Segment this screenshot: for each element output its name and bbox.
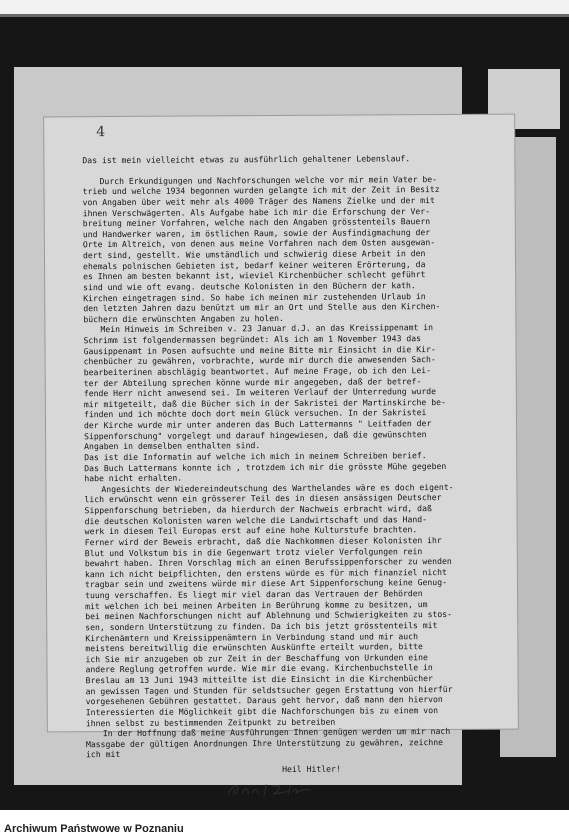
text-line: sind und wie oft evang. deutsche Kolonisten in den Büchern der kath. [83,280,416,293]
text-line: tuung verschaffen. Es liegt mir viel daran das Vertrauen der Behörden [85,588,423,601]
text-line: Massgabe der gültigen Anordnungen Ihre Unterstützung zu gewähren, zeichne [85,736,444,749]
letter-heading: Das ist mein vielleicht etwas zu ausführlich gehaltener Lebenslauf. [82,153,411,166]
text-line: ihnen Verschwägerten. Als Aufgabe habe ich mir die Erforschung der Ver- [82,205,431,218]
text-line: mir mitgeteilt, daß die Bücher sich in der Sakristei der Martinskirche be- [83,396,446,409]
text-line: kann ich nicht beipflichten, den erstens würde es für mich finanziel nicht [84,566,447,579]
handwritten-signature [226,780,316,799]
text-line: ich mit [85,749,121,760]
letter-paragraph [83,322,502,484]
text-line: und Handwerker waren, im östlichen Raum, sowie der Ausfindigmachung der [82,226,431,239]
text-line: Gausippenamt in Posen aufsuchte und meine Bitte mir Einsicht in die Kir- [83,343,436,356]
text-line: Interessierten die Möglichkeit gibt die Nachforschungen bis zu einem von [85,704,438,718]
text-line: Das Buch Lattermans konnte ich , trotzdem ich mir die grösste Mühe gegeben [84,460,447,473]
text-line: lich erwünscht wenn ein grösserer Teil des in diesen ansässigen Deutscher [84,492,442,505]
text-line: ihnen selbst zu bestimmenden Zeitpunkt zu betreiben [85,716,336,728]
text-line: es Ihnen am besten bekannt ist, wieviel Kirchenbücher schlecht geführt [83,269,426,282]
text-line: Sippenforschung" vorgelegt und darauf hingewiesen, daß die gewünschten [84,428,427,441]
text-line: ter der Abteilung sprechen könne wurde mir angegeben, daß der betref- [83,375,422,388]
text-line: Breslau am 13 Juni 1943 mitteilte ist die Einsicht in die Kirchenbücher [85,673,433,686]
page-number-mark: 4 [96,124,106,141]
text-line: tragbar sein und zweitens würde mir diese Art Sippenforschung keine Genug- [84,577,447,590]
archive-label: Archiwum Państwowe w Poznaniu [4,823,184,835]
text-line: ich Sie mir anzugeben ob zur Zeit in der Beschaffung von Urkunden eine [85,651,428,664]
text-line: die deutschen Kolonisten waren welche die Landwirtschaft und das Hand- [84,513,428,526]
text-line: werk in diesem Teil Europas erst auf eine hohe Kulturstufe brachten. [84,524,418,537]
text-line: chenbücher zu gewähren, vorbrachte, wurde mir durch die anwesenden Sach- [83,354,436,367]
letter-body [82,173,504,760]
text-line: büchern die erwünschten Angaben zu holen. [83,312,284,324]
closing-block [86,763,504,800]
letter-paragraph [82,173,501,324]
text-line: bewahrt haben. Ihren Vorschlag mich an einen Berufssippenforscher zu wenden [84,556,452,569]
text-line: habe nicht erhalten. [84,472,183,484]
text-line: finden und ich möchte doch dort mein Glück versuchen. In der Sakristei [83,407,427,420]
text-line: von Angaben über weit mehr als 4000 Träger des Namens Zielke und der mit [82,194,435,208]
text-line: breitung meiner Vorfahren, welche nach den Angaben grösstenteils Bauern [82,216,431,229]
text-line: In der Hoffnung daß meine Ausführungen Ihnen genügen werden um mir nach [102,726,451,739]
text-line: bearbeiterinen abschlägig beantwortet. Auf meine Frage, ob ich den Lei- [83,364,432,378]
text-line: ehemals polnischen Gebieten ist, bedarf keiner weiteren Erörterung, da [83,258,426,271]
text-line: Schrimm ist folgendermassen begründet: Als ich am 1 November 1943 das [83,333,422,346]
text-line: sen, sondern Unterstützung zu finden. Da ich bis jetzt grösstenteils mit [85,619,438,633]
text-line: mit welchen ich bei meinen Arbeiten in Berührung komme zu besitzen, um [85,598,428,611]
text-line: Kirchenämtern und Kreissippenämtern in Verbindung stand und mir auch [85,630,418,643]
text-line: an gewissen Tagen und Stunden für seldstsucher gegen Erstattung von hierfür [85,683,453,696]
text-line: trieb und welche 1934 begonnen wurden gelangte ich mit der Zeit in Besitz [82,184,440,197]
text-line: Angesichts der Wiedereindeutschung des Warthelandes wäre es doch eigent- [101,481,454,494]
text-line: fende Herr nicht anwesend sei. Im weiteren Verlauf der Unterredung wurde [83,386,437,399]
document-page [44,115,518,774]
text-line: vorgesehenen Gebühren gestattet. Daraus geht hervor, daß mann den hiervon [85,694,443,707]
text-line: Sippenforschung betrieben, da hierdurch der Nachweis erbracht wird, daß [84,503,432,516]
text-line: Durch Erkundigungen und Nachforschungen welche vor mir mein Vater be- [99,173,438,186]
viewer-top-bar [0,0,569,14]
text-line: dert sind, gestellt. Wie umständlich und schwierig diese Arbeit in den [82,248,426,261]
letter-paragraph [86,726,504,760]
text-line: Kirchen eingetragen sind. So habe ich meinen mir zustehenden Urlaub in [83,290,426,303]
text-line: Ferner wird der Beweis erbracht, daß die Nachkommen dieser Kolonisten ihr [84,534,442,548]
text-line: Orte im Altreich, von denen aus meine Vorfahren nach dem Osten ausgewan- [82,237,436,250]
letter-paragraph [84,481,503,728]
text-line: den letzten Jahren dazu benützt um mir an Ort und Stelle aus den Kirchen- [83,301,441,314]
text-line: Das ist die Informatin auf welche ich mich in meinem Schreiben berief. [84,449,427,463]
text-line: andere Reglung getroffen wurde. Wie mir die evang. Kirchenbuchstelle in [85,662,433,675]
text-line: bei meinen Nachforschungen nicht auf Ablehnung und Schwierigkeiten zu stos- [85,609,453,622]
text-line: Angaben in demselben enthalten sind. [84,440,261,452]
text-line: Blut und Volkstum bis in die Gegenwart trotz vieler Verfolgungen rein [84,545,423,558]
text-line: meistens bereitwillig die erwünschten Auskünfte erteilt wurden, bitte [85,641,423,654]
closing-salutation: Heil Hitler! [282,763,341,774]
archive-footer [0,810,569,840]
text-line: Mein Hinweis im Schreiben v. 23 Januar d.J. an das Kreissippenamt in [100,322,434,335]
text-line: der Kirche wurde mir unter anderen das Buch Lattermanns " Leitfaden der [83,418,432,431]
